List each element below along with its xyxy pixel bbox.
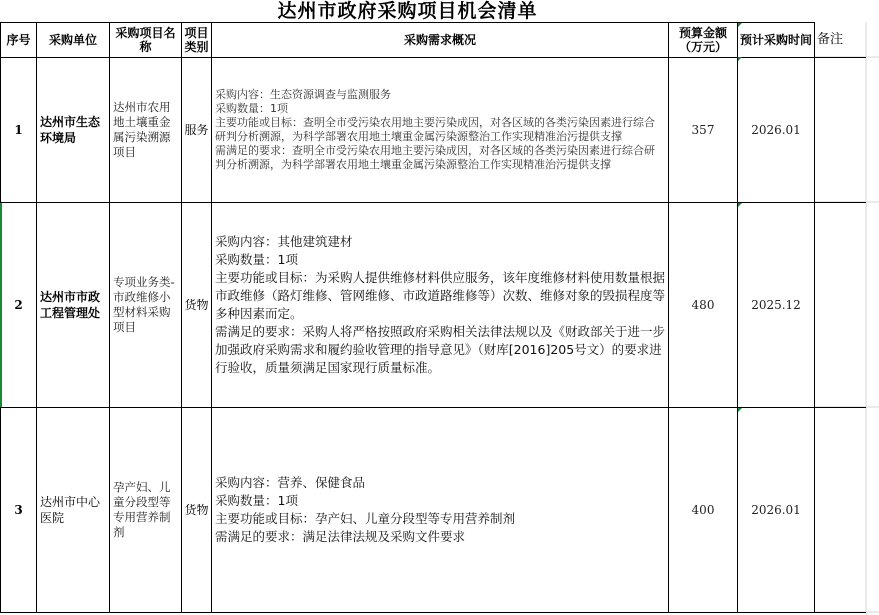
row-selection-indicator bbox=[0, 203, 2, 407]
row-project[interactable]: 孕产妇、儿童分段型等专用营养制剂 bbox=[110, 408, 182, 613]
header-note[interactable]: 备注 bbox=[815, 23, 866, 58]
row-unit[interactable]: 达州市生态环境局 bbox=[37, 58, 110, 203]
table-row bbox=[1, 203, 866, 408]
desc-line: 主要功能或目标：为采购人提供维修材料供应服务，该年度维修材料使用数量根据市政维修（路灯维修、管网维修、市政道路维修等）次数、维修对象的毁损程度等多种因素而定。 bbox=[215, 270, 666, 321]
row-desc[interactable] bbox=[212, 203, 669, 408]
desc-line: 采购数量：1项 bbox=[215, 493, 298, 508]
desc-line: 采购内容：生态资源调查与监测服务 bbox=[215, 88, 391, 101]
desc-line: 主要功能或目标：孕产妇、儿童分段型等专用营养制剂 bbox=[215, 511, 516, 526]
header-time[interactable]: 预计采购时间 bbox=[738, 23, 815, 58]
desc-line: 需满足的要求：采购人将严格按照政府采购相关法律法规以及《财政部关于进一步加强政府采购需求和履约验收管理的指导意见》（财库[2016]205号文）的要求进行验收，质量须满足国家现行质量标准。 bbox=[215, 324, 666, 375]
desc-line: 采购内容：营养、保健食品 bbox=[215, 475, 366, 490]
desc-line: 采购数量：1项 bbox=[215, 252, 298, 267]
header-desc[interactable]: 采购需求概况 bbox=[212, 23, 669, 58]
row-time[interactable]: 2026.01 bbox=[738, 58, 815, 203]
row-category[interactable]: 货物 bbox=[182, 203, 212, 408]
page-title: 达州市政府采购项目机会清单 bbox=[277, 0, 538, 22]
row-budget[interactable]: 480 bbox=[669, 203, 738, 408]
row-note[interactable] bbox=[815, 58, 866, 203]
row-desc[interactable] bbox=[212, 408, 669, 613]
row-unit[interactable]: 达州市市政工程管理处 bbox=[37, 203, 110, 408]
row-category[interactable]: 货物 bbox=[182, 408, 212, 613]
row-time[interactable]: 2026.01 bbox=[738, 408, 815, 613]
cell-indicator-marker bbox=[738, 203, 742, 207]
row-time[interactable]: 2025.12 bbox=[738, 203, 815, 408]
row-unit[interactable]: 达州市中心医院 bbox=[37, 408, 110, 613]
row-seq[interactable]: 3 bbox=[1, 408, 37, 613]
desc-line: 主要功能或目标：查明全市受污染农用地主要污染成因，对各区域的各类污染因素进行综合研判分析溯源，为科学部署农用地土壤重金属污染源整治工作实现精准治污提供支撑 bbox=[215, 116, 655, 143]
cell-indicator-marker bbox=[738, 408, 742, 412]
desc-line: 需满足的要求：查明全市受污染农用地主要污染成因，对各区域的各类污染因素进行综合研判分析溯源，为科学部署农用地土壤重金属污染源整治工作实现精准治污提供支撑 bbox=[215, 144, 655, 171]
table-row bbox=[1, 58, 866, 203]
row-note[interactable] bbox=[815, 203, 866, 408]
header-project[interactable]: 采购项目名称 bbox=[110, 23, 182, 58]
row-project[interactable]: 达州市农用地土壤重金属污染溯源项目 bbox=[110, 58, 182, 203]
header-budget[interactable]: 预算金额（万元） bbox=[669, 23, 738, 58]
row-budget[interactable]: 400 bbox=[669, 408, 738, 613]
row-note[interactable] bbox=[815, 408, 866, 613]
header-row bbox=[1, 23, 866, 58]
header-seq[interactable]: 序号 bbox=[1, 23, 37, 58]
header-category[interactable]: 项目类别 bbox=[182, 23, 212, 58]
row-desc[interactable] bbox=[212, 58, 669, 203]
desc-line: 采购内容：其他建筑建材 bbox=[215, 234, 353, 249]
table-row bbox=[1, 408, 866, 613]
header-unit[interactable]: 采购单位 bbox=[37, 23, 110, 58]
row-seq[interactable]: 2 bbox=[1, 203, 37, 408]
row-category[interactable]: 服务 bbox=[182, 58, 212, 203]
row-project[interactable]: 专项业务类-市政维修小型材料采购项目 bbox=[110, 203, 182, 408]
row-seq[interactable]: 1 bbox=[1, 58, 37, 203]
cell-indicator-marker bbox=[738, 23, 742, 27]
desc-line: 采购数量：1项 bbox=[215, 102, 288, 115]
desc-line: 需满足的要求：满足法律法规及采购文件要求 bbox=[215, 529, 466, 544]
cell-indicator-marker bbox=[738, 57, 742, 61]
procurement-table bbox=[0, 22, 866, 613]
row-budget[interactable]: 357 bbox=[669, 58, 738, 203]
